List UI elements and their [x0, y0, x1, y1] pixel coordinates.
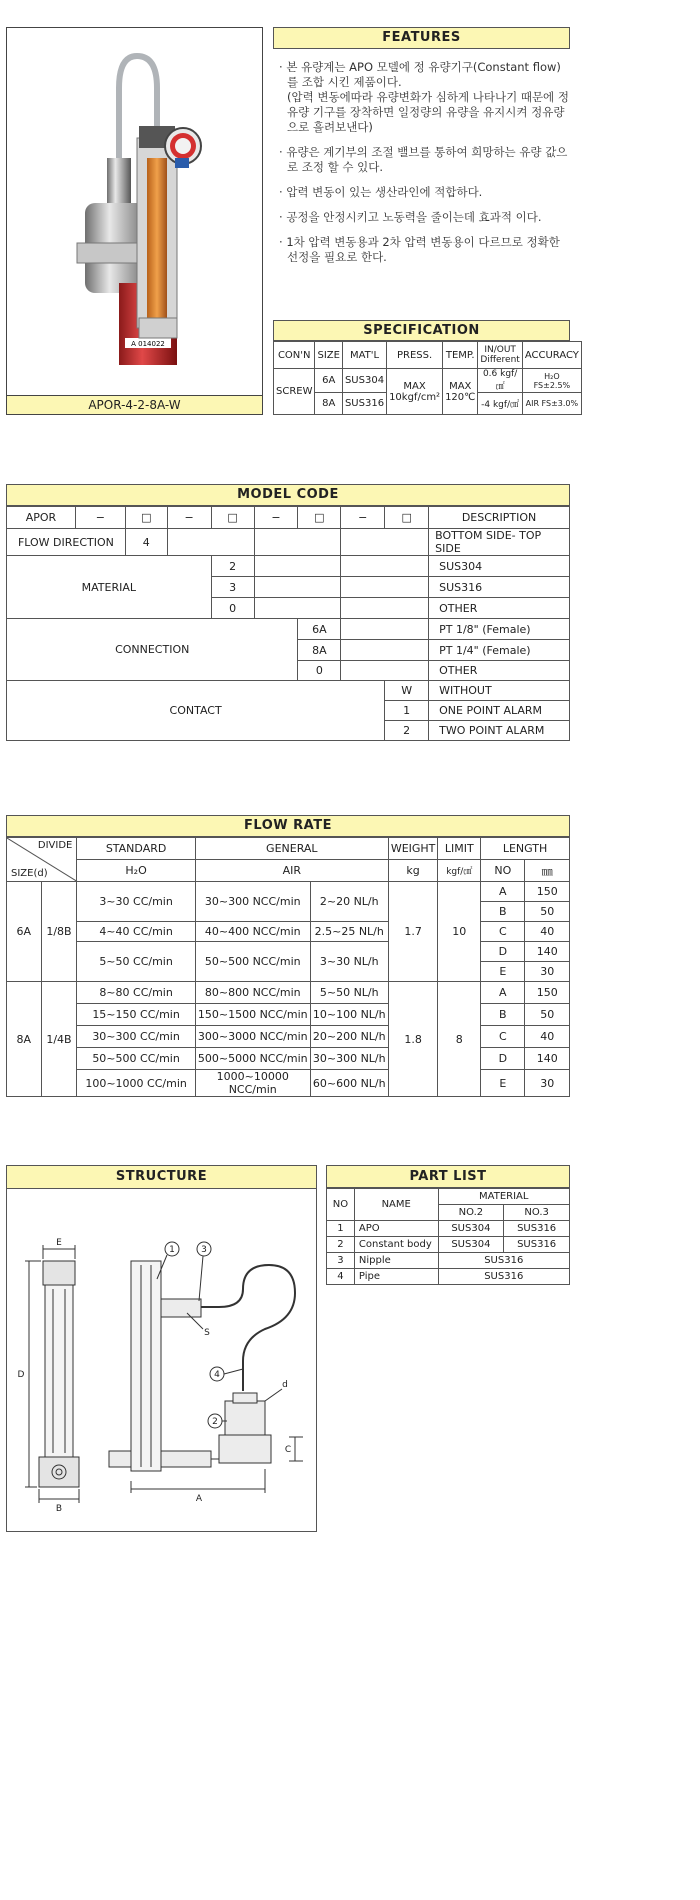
part-name: Nipple — [354, 1253, 438, 1269]
material-desc: SUS316 — [429, 577, 570, 598]
flow-h2o: 50~500 CC/min — [77, 1048, 195, 1070]
spec-accuracy: AIR FS±3.0% — [522, 393, 581, 415]
flow-direction-desc: BOTTOM SIDE- TOP SIDE — [429, 529, 570, 556]
flow-nl: 2.5~25 NL/h — [310, 922, 388, 942]
model-dash: − — [341, 507, 385, 529]
photo-tag-label: A 014022 — [131, 340, 165, 348]
specification-header: SPECIFICATION — [273, 320, 570, 341]
feature-item: · 1차 압력 변동용과 2차 압력 변동용이 다르므로 정확한 선정을 필요로 한다. — [279, 235, 569, 265]
length-mm: 30 — [525, 1070, 570, 1097]
spec-header-size: SIZE — [315, 342, 342, 369]
feature-item — [279, 60, 569, 135]
kgf-header: kgf/㎠ — [438, 860, 481, 882]
spec-header-conn: CON'N — [274, 342, 315, 369]
structure-drawing — [7, 1189, 316, 1531]
flow-ncc: 1000~10000 NCC/min — [195, 1070, 310, 1097]
flow-nl: 10~100 NL/h — [310, 1004, 388, 1026]
spec-header-material: MAT'L — [342, 342, 386, 369]
connection-desc: PT 1/4" (Female) — [429, 640, 570, 661]
flowmeter-tube — [147, 158, 167, 318]
product-caption: APOR-4-2-8A-W — [6, 395, 263, 415]
model-description-header: DESCRIPTION — [429, 507, 570, 529]
model-slot: □ — [385, 507, 429, 529]
flow-limit: 8 — [438, 982, 481, 1097]
part-material: SUS316 — [504, 1237, 570, 1253]
flow-ncc: 300~3000 NCC/min — [195, 1026, 310, 1048]
material-desc: SUS304 — [429, 556, 570, 577]
weight-header: WEIGHT — [388, 838, 438, 860]
length-mm: 140 — [525, 942, 570, 962]
material-code: 0 — [211, 598, 254, 619]
feature-text: 본 유량계는 APO 모델에 정 유량기구(Constant flow)를 조합 시킨 제품이다. — [286, 60, 561, 89]
flow-h2o: 15~150 CC/min — [77, 1004, 195, 1026]
connection-desc: PT 1/8" (Female) — [429, 619, 570, 640]
dim-b: B — [55, 1504, 63, 1514]
contact-label: CONTACT — [7, 681, 385, 741]
divide-label: DIVIDE — [37, 840, 73, 851]
flow-ncc: 40~400 NCC/min — [195, 922, 310, 942]
length-no: C — [481, 1026, 525, 1048]
length-mm: 150 — [525, 882, 570, 902]
part-no: 1 — [327, 1221, 355, 1237]
part-name: APO — [354, 1221, 438, 1237]
flow-d: 1/8B — [41, 882, 77, 982]
flow-h2o: 3~30 CC/min — [77, 882, 195, 922]
dim-e: E — [56, 1238, 62, 1248]
length-mm: 140 — [525, 1048, 570, 1070]
callout-3: 3 — [201, 1245, 207, 1255]
flow-nl: 30~300 NL/h — [310, 1048, 388, 1070]
part-name: Pipe — [354, 1269, 438, 1285]
callout-4: 4 — [214, 1370, 220, 1380]
flow-weight: 1.7 — [388, 882, 438, 982]
flow-ncc: 150~1500 NCC/min — [195, 1004, 310, 1026]
feature-subtext: (압력 변동에따라 유량변화가 심하게 나타나기 때문에 정유량 기구를 장착하면 일정량의 유량을 유지시켜 정유량으로 흘려보낸다) — [287, 90, 569, 134]
material-label: MATERIAL — [7, 556, 212, 619]
dim-c: C — [284, 1445, 292, 1455]
general-header: GENERAL — [195, 838, 388, 860]
flow-d: 1/4B — [41, 982, 77, 1097]
flow-ncc: 50~500 NCC/min — [195, 942, 310, 982]
part-name-header: NAME — [354, 1189, 438, 1221]
features-header: FEATURES — [273, 27, 570, 49]
part-no3-header: NO.3 — [504, 1205, 570, 1221]
flow-ncc: 30~300 NCC/min — [195, 882, 310, 922]
connection-desc: OTHER — [429, 661, 570, 681]
flow-rate-header: FLOW RATE — [6, 815, 570, 837]
feature-item: · 압력 변동이 있는 생산라인에 적합하다. — [279, 185, 569, 200]
length-no: B — [481, 1004, 525, 1026]
part-no: 2 — [327, 1237, 355, 1253]
model-slot: □ — [211, 507, 254, 529]
length-no: B — [481, 902, 525, 922]
spec-header-temp: TEMP. — [443, 342, 478, 369]
spec-material: SUS316 — [342, 393, 386, 415]
contact-code: W — [385, 681, 429, 701]
product-photo — [7, 28, 262, 394]
model-slot: □ — [298, 507, 341, 529]
nipple — [107, 158, 131, 208]
spec-diff: 0.6 kgf/㎠ — [478, 369, 522, 393]
contact-code: 1 — [385, 701, 429, 721]
size-label: SIZE(d) — [11, 868, 48, 879]
flow-ncc: 80~800 NCC/min — [195, 982, 310, 1004]
product-photo-frame — [6, 27, 263, 415]
length-mm: 40 — [525, 1026, 570, 1048]
part-name: Constant body — [354, 1237, 438, 1253]
flow-size: 8A — [7, 982, 42, 1097]
standard-header: STANDARD — [77, 838, 195, 860]
material-code: 3 — [211, 577, 254, 598]
material-code: 2 — [211, 556, 254, 577]
flow-ncc: 500~5000 NCC/min — [195, 1048, 310, 1070]
spec-temp: MAX 120℃ — [443, 369, 478, 415]
contact-desc: WITHOUT — [429, 681, 570, 701]
spec-diff: -4 kgf/㎠ — [478, 393, 522, 415]
structure-header: STRUCTURE — [7, 1166, 316, 1189]
flow-weight: 1.8 — [388, 982, 438, 1097]
part-material: SUS316 — [438, 1253, 569, 1269]
spec-size: 6A — [315, 369, 342, 393]
part-list-header: PART LIST — [326, 1165, 570, 1188]
flow-nl: 3~30 NL/h — [310, 942, 388, 982]
model-code-table — [6, 506, 570, 741]
limit-header: LIMIT — [438, 838, 481, 860]
callout-1: 1 — [169, 1245, 175, 1255]
length-no: C — [481, 922, 525, 942]
part-material-header: MATERIAL — [438, 1189, 569, 1205]
flow-nl: 5~50 NL/h — [310, 982, 388, 1004]
flow-h2o: 4~40 CC/min — [77, 922, 195, 942]
part-no2-header: NO.2 — [438, 1205, 504, 1221]
features-list — [279, 60, 569, 275]
length-mm: 150 — [525, 982, 570, 1004]
spec-conn: SCREW — [274, 369, 315, 415]
feature-item: · 유량은 계기부의 조절 밸브를 통하여 희망하는 유량 값으로 조정 할 수 있다. — [279, 145, 569, 175]
length-header: LENGTH — [481, 838, 570, 860]
flow-direction-label: FLOW DIRECTION — [7, 529, 126, 556]
dim-a: A — [195, 1494, 203, 1504]
air-header: AIR — [195, 860, 388, 882]
flow-h2o: 5~50 CC/min — [77, 942, 195, 982]
flow-nl: 20~200 NL/h — [310, 1026, 388, 1048]
structure-box — [6, 1165, 317, 1532]
length-mm: 50 — [525, 1004, 570, 1026]
flow-direction-code: 4 — [125, 529, 167, 556]
material-desc: OTHER — [429, 598, 570, 619]
no-header: NO — [481, 860, 525, 882]
spec-accuracy: H₂O FS±2.5% — [522, 369, 581, 393]
part-material: SUS316 — [504, 1221, 570, 1237]
flow-h2o: 100~1000 CC/min — [77, 1070, 195, 1097]
flow-h2o: 30~300 CC/min — [77, 1026, 195, 1048]
flow-rate-table — [6, 837, 570, 1097]
h2o-header: H₂O — [77, 860, 195, 882]
divide-size-cell — [7, 838, 77, 882]
length-no: A — [481, 982, 525, 1004]
length-mm: 50 — [525, 902, 570, 922]
model-dash: − — [254, 507, 298, 529]
model-slot: □ — [125, 507, 167, 529]
part-material: SUS316 — [438, 1269, 569, 1285]
model-prefix: APOR — [7, 507, 76, 529]
part-material: SUS304 — [438, 1221, 504, 1237]
specification-table — [273, 341, 582, 415]
connection-code: 6A — [298, 619, 341, 640]
length-no: D — [481, 942, 525, 962]
spec-press: MAX 10kgf/cm² — [387, 369, 443, 415]
contact-desc: ONE POINT ALARM — [429, 701, 570, 721]
part-list-table — [326, 1188, 570, 1285]
part-no-header: NO — [327, 1189, 355, 1221]
feature-item: · 공정을 안정시키고 노동력을 줄이는데 효과적 이다. — [279, 210, 569, 225]
length-mm: 30 — [525, 962, 570, 982]
flow-h2o: 8~80 CC/min — [77, 982, 195, 1004]
contact-code: 2 — [385, 721, 429, 741]
kg-header: kg — [388, 860, 438, 882]
mm-header: ㎜ — [525, 860, 570, 882]
part-material: SUS304 — [438, 1237, 504, 1253]
dim-d: D — [17, 1370, 25, 1380]
callout-2: 2 — [212, 1417, 218, 1427]
length-no: E — [481, 1070, 525, 1097]
flow-size: 6A — [7, 882, 42, 982]
contact-desc: TWO POINT ALARM — [429, 721, 570, 741]
part-no: 4 — [327, 1269, 355, 1285]
part-no: 3 — [327, 1253, 355, 1269]
length-mm: 40 — [525, 922, 570, 942]
connection-label: CONNECTION — [7, 619, 298, 681]
spec-size: 8A — [315, 393, 342, 415]
flow-nl: 60~600 NL/h — [310, 1070, 388, 1097]
spec-material: SUS304 — [342, 369, 386, 393]
connection-code: 0 — [298, 661, 341, 681]
flow-limit: 10 — [438, 882, 481, 982]
length-no: A — [481, 882, 525, 902]
length-no: E — [481, 962, 525, 982]
flow-nl: 2~20 NL/h — [310, 882, 388, 922]
spec-header-press: PRESS. — [387, 342, 443, 369]
spec-header-diff: IN/OUT Different — [478, 342, 522, 369]
model-dash: − — [75, 507, 125, 529]
connection-code: 8A — [298, 640, 341, 661]
length-no: D — [481, 1048, 525, 1070]
model-dash: − — [167, 507, 211, 529]
dim-s: S — [204, 1328, 210, 1338]
spec-header-accuracy: ACCURACY — [522, 342, 581, 369]
dim-d-small: d — [282, 1380, 288, 1390]
model-code-header: MODEL CODE — [6, 484, 570, 506]
